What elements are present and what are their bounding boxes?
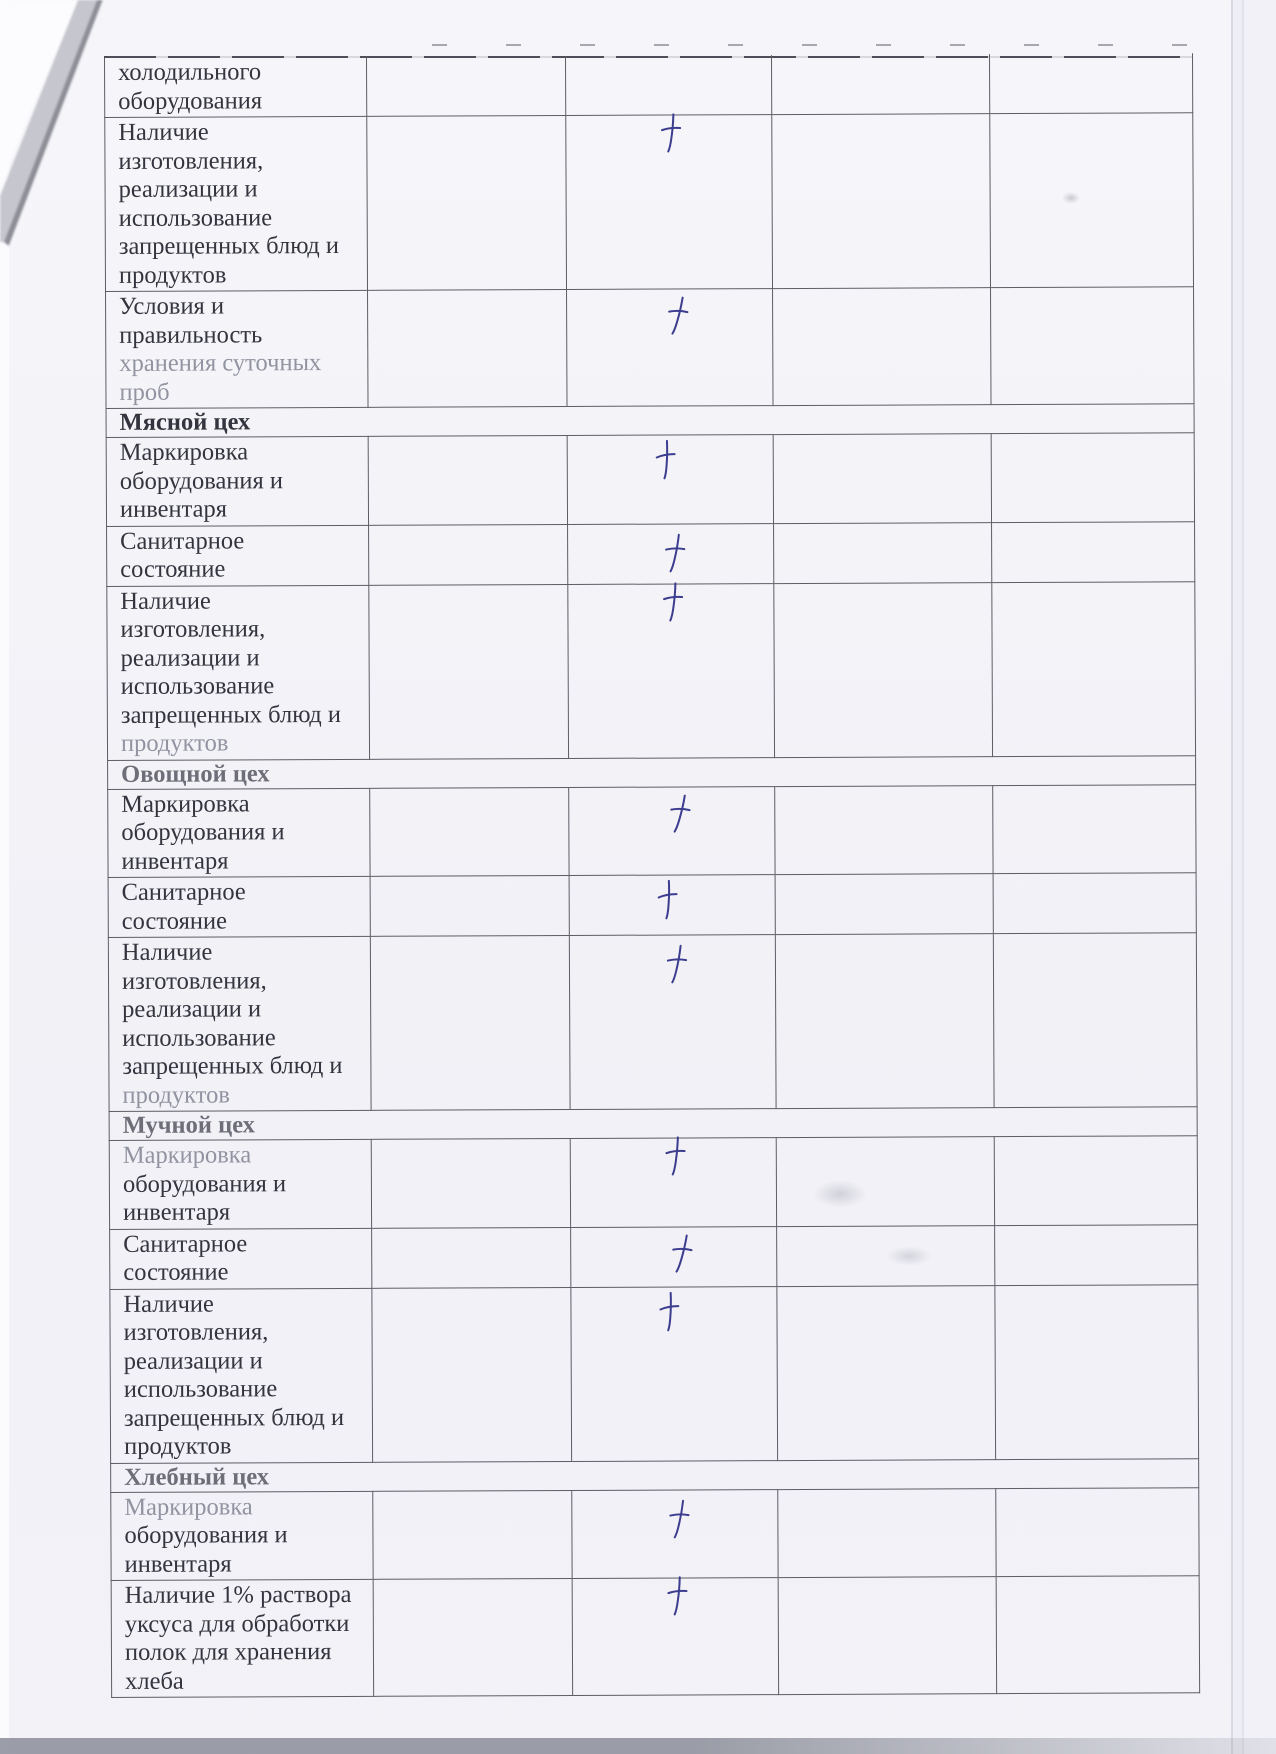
criterion-cell [108,936,371,1111]
check-cell [996,1487,1199,1576]
check-cell [369,584,569,759]
criterion-cell [104,57,366,118]
check-cell [994,1136,1197,1225]
check-cell [773,288,992,406]
handwritten-plus-mark [656,579,688,623]
criterion-text-line: проб [119,378,170,406]
criterion-text-line: запрещенных блюд и [123,1403,345,1432]
check-cell [567,435,773,524]
handwritten-plus-mark [661,942,692,985]
criterion-text-line: использование [118,203,273,232]
handwritten-plus-mark [665,1231,698,1275]
criterion-text-line: состояние [121,906,227,935]
check-cell [989,53,1192,113]
section-title: Мучной цех [122,1111,255,1139]
handwritten-plus-mark [663,791,696,835]
handwritten-plus-mark [663,1497,694,1540]
check-cell [775,934,994,1109]
criterion-cell [109,1139,371,1229]
criterion-text-line: Маркировка [121,789,250,818]
scan-artifact-dashes [432,44,1190,46]
scan-left-edge [0,0,9,1754]
criterion-text-line: Санитарное [121,878,246,906]
scan-right-edge-shadow [1231,0,1276,1754]
criterion-row [111,1576,1200,1698]
criterion-text-line: инвентаря [121,846,229,875]
check-cell [776,1137,994,1226]
criterion-text-line: реализации и [118,175,258,203]
criterion-row [108,933,1197,1112]
criterion-cell [111,1579,374,1697]
criterion-cell [108,876,370,937]
criterion-text-line: правильность [119,320,263,349]
criterion-text-line: Маркировка [124,1492,253,1521]
criterion-row [106,287,1195,409]
section-title: Мясной цех [119,408,251,436]
criterion-text-line: Маркировка [119,438,249,466]
check-cell [990,113,1194,288]
section-header-row [108,755,1196,789]
criterion-text-line: Маркировка [122,1141,252,1169]
check-cell [995,1224,1198,1285]
criterion-cell [106,436,368,526]
checklist-table [104,53,1200,1698]
check-cell [775,785,993,874]
check-cell [567,289,774,407]
criterion-text-line: хлеба [125,1667,184,1695]
check-cell [774,582,993,757]
criterion-row [109,1136,1197,1229]
criterion-cell [111,1491,373,1581]
criterion-text-line: состояние [120,555,226,583]
check-cell [572,1489,778,1578]
check-cell [992,581,1196,756]
check-cell [570,1138,776,1227]
criterion-text-line: уксуса для обработки [124,1609,350,1638]
check-cell [370,935,570,1110]
checklist-table-wrap [104,53,1199,1698]
check-cell [569,935,776,1110]
criterion-text-line: оборудования и [124,1521,288,1549]
check-cell [368,435,567,524]
check-cell [566,115,773,290]
handwritten-plus-mark [661,293,694,337]
criterion-text-line: продуктов [120,729,229,757]
check-cell [771,54,989,114]
criterion-cell [106,290,369,408]
criterion-text-line: изготовления, [123,1318,269,1346]
criterion-text-line: Санитарное [120,526,245,555]
criterion-text-line: инвентаря [122,1198,231,1226]
criterion-text-line: изготовления, [121,966,267,995]
criterion-cell [107,525,369,586]
criterion-row [107,581,1196,760]
criterion-text-line: оборудования и [122,1169,287,1198]
criterion-text-line: продуктов [118,260,227,289]
criterion-text-line: реализации и [122,995,262,1023]
check-cell [993,784,1196,873]
criterion-text-line: Наличие [118,118,209,146]
check-cell [370,787,569,876]
criterion-row [108,784,1196,877]
check-cell [993,933,1197,1108]
criterion-text-line: запрещенных блюд и [122,1051,343,1080]
criterion-text-line: Санитарное [123,1229,248,1258]
handwritten-plus-mark [661,1574,693,1618]
check-cell [773,434,991,523]
check-cell [565,55,771,115]
criterion-text-line: запрещенных блюд и [120,700,342,729]
criterion-text-line: использование [120,672,275,700]
criterion-text-line: оборудования и [121,818,285,846]
check-cell [370,875,569,936]
check-cell [571,1286,778,1461]
criterion-text-line: хранения суточных [119,349,322,377]
criterion-text-line: использование [122,1023,276,1052]
criterion-cell [110,1228,372,1289]
check-cell [372,1287,572,1462]
criterion-text-line: Наличие [120,587,211,615]
check-cell [993,873,1196,934]
criterion-row [106,433,1194,526]
criterion-text-line: изготовления, [118,146,264,175]
section-header-row [111,1458,1199,1492]
criterion-text-line: использование [123,1375,278,1403]
check-cell [569,786,775,875]
check-cell [568,583,775,758]
check-cell [568,523,774,584]
criterion-row [104,53,1192,117]
criterion-text-line: оборудования [118,86,263,115]
check-cell [772,114,991,289]
check-cell [777,1285,996,1460]
criterion-text-line: холодильного [118,58,262,86]
criterion-row [111,1487,1199,1580]
criterion-text-line: продуктов [122,1080,230,1109]
criterion-cell [108,788,370,878]
check-cell [777,1225,995,1286]
check-cell [367,115,567,290]
check-cell [373,1490,572,1579]
criterion-text-line: запрещенных блюд и [118,231,339,260]
check-cell [369,524,568,585]
check-cell [992,521,1195,582]
check-cell [775,874,993,935]
criterion-row [108,873,1196,938]
check-cell [991,433,1194,522]
criterion-cell [107,585,370,760]
criterion-text-line: полок для хранения [124,1638,332,1666]
check-cell [778,1488,996,1577]
criterion-text-line: Наличие 1% раствора [124,1580,352,1609]
criterion-text-line: продуктов [123,1432,232,1460]
handwritten-plus-mark [654,111,686,155]
scan-bottom-edge-shadow [0,1738,1276,1754]
criterion-row [110,1224,1198,1289]
criterion-row [110,1284,1199,1463]
criterion-text-line: изготовления, [120,615,266,643]
section-header-cell [106,404,1194,438]
section-header-row [109,1107,1197,1141]
check-cell [371,1138,570,1227]
check-cell [774,522,992,583]
criterion-text-line: Наличие [121,938,213,966]
check-cell [366,56,565,116]
check-cell [373,1578,573,1696]
check-cell [571,1226,777,1287]
check-cell [995,1284,1199,1459]
section-header-cell [111,1458,1199,1492]
criterion-text-line: Условия и [119,292,225,320]
criterion-row [107,521,1195,586]
handwritten-plus-mark [659,1134,691,1178]
section-header-cell [109,1107,1197,1141]
criterion-text-line: состояние [123,1258,229,1286]
check-cell [991,287,1195,405]
check-cell [996,1576,1200,1694]
check-cell [368,289,568,407]
section-title: Хлебный цех [124,1462,270,1491]
criterion-row [105,113,1194,292]
handwritten-plus-mark [648,436,683,481]
criterion-text-line: инвентаря [124,1549,232,1578]
check-cell [569,875,775,936]
criterion-cell [110,1288,373,1463]
criterion-text-line: реализации и [123,1346,263,1375]
section-header-cell [108,755,1196,789]
section-title: Овощной цех [121,759,270,788]
criterion-text-line: оборудования и [119,466,284,495]
check-cell [572,1578,779,1696]
handwritten-plus-mark [659,531,690,574]
check-cell [372,1227,571,1288]
criterion-cell [105,116,368,291]
handwritten-plus-mark [652,1288,687,1333]
handwritten-plus-mark [650,876,685,921]
criterion-text-line: Наличие [123,1290,214,1318]
section-header-row [106,404,1194,438]
check-cell [778,1577,997,1695]
criterion-text-line: реализации и [120,643,260,672]
criterion-text-line: инвентаря [119,495,228,523]
